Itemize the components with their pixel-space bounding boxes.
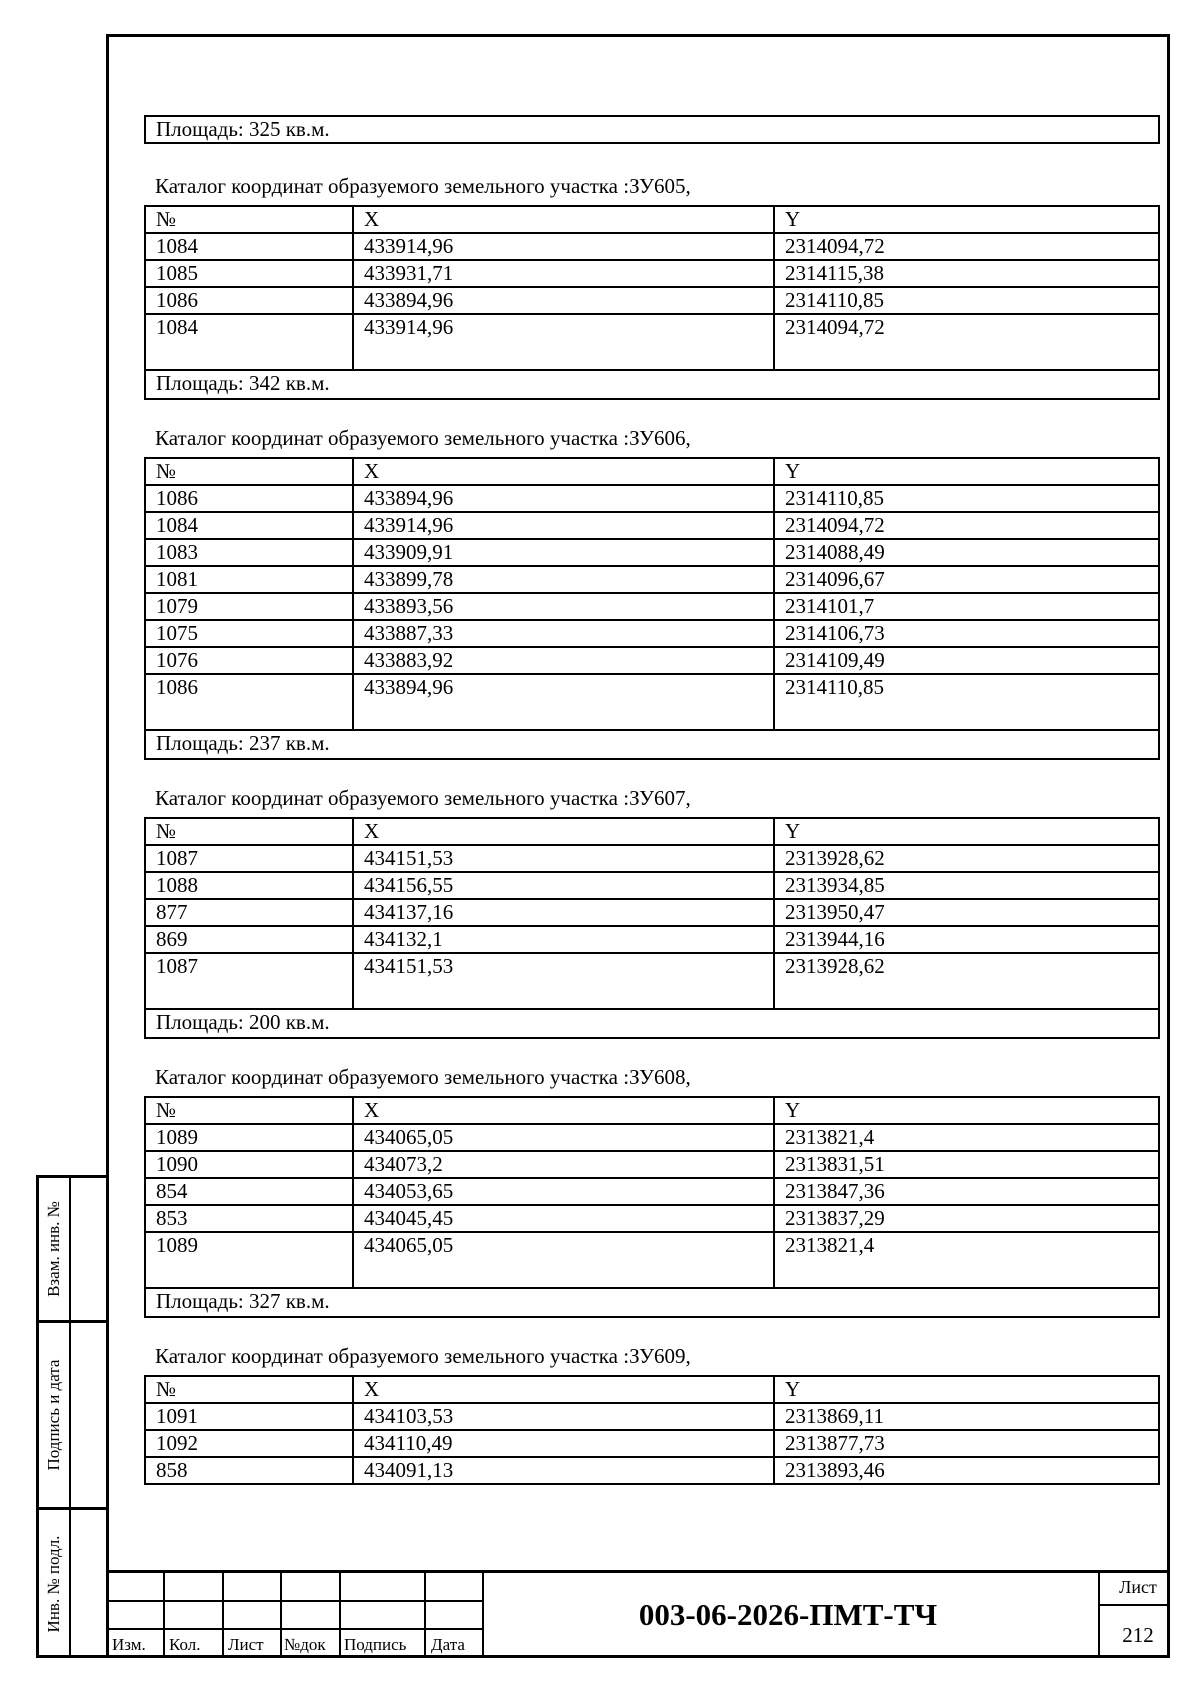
point-number-cell: 1088 xyxy=(145,872,353,899)
table-header-row xyxy=(145,1097,1159,1124)
point-number-cell: 869 xyxy=(145,926,353,953)
x-coordinate-cell: 433909,91 xyxy=(353,539,774,566)
x-coordinate-cell: 433914,96 xyxy=(353,233,774,260)
area-cell: Площадь: 342 кв.м. xyxy=(145,370,1159,399)
column-header: № xyxy=(145,458,353,485)
x-coordinate-cell: 434151,53 xyxy=(353,953,774,1009)
col-ndok: №док xyxy=(284,1635,326,1654)
parcel-caption: Каталог координат образуемого земельного участка :ЗУ609, xyxy=(155,1344,691,1368)
area-cell: Площадь: 200 кв.м. xyxy=(145,1009,1159,1038)
table-row xyxy=(145,953,1159,1009)
column-header: Y xyxy=(774,1376,1159,1403)
table-header-row xyxy=(145,206,1159,233)
point-number-cell: 1092 xyxy=(145,1430,353,1457)
table-row xyxy=(145,314,1159,370)
y-coordinate-cell: 2313893,46 xyxy=(774,1457,1159,1484)
x-coordinate-cell: 434065,05 xyxy=(353,1124,774,1151)
table-row xyxy=(145,674,1159,730)
x-coordinate-cell: 434045,45 xyxy=(353,1205,774,1232)
point-number-cell: 1087 xyxy=(145,845,353,872)
point-number-cell: 1081 xyxy=(145,566,353,593)
y-coordinate-cell: 2313928,62 xyxy=(774,845,1159,872)
document-code: 003-06-2026-ПМТ-ТЧ xyxy=(638,1597,938,1632)
table-header-row xyxy=(145,1376,1159,1403)
x-coordinate-cell: 434132,1 xyxy=(353,926,774,953)
point-number-cell: 1075 xyxy=(145,620,353,647)
column-header: X xyxy=(353,206,774,233)
point-number-cell: 1089 xyxy=(145,1124,353,1151)
y-coordinate-cell: 2314096,67 xyxy=(774,566,1159,593)
column-header: № xyxy=(145,1376,353,1403)
table-row xyxy=(145,872,1159,899)
table-row xyxy=(145,1151,1159,1178)
column-header: X xyxy=(353,1097,774,1124)
point-number-cell: 877 xyxy=(145,899,353,926)
table-row xyxy=(145,512,1159,539)
point-number-cell: 853 xyxy=(145,1205,353,1232)
table-row xyxy=(145,1124,1159,1151)
y-coordinate-cell: 2314110,85 xyxy=(774,287,1159,314)
x-coordinate-cell: 433894,96 xyxy=(353,674,774,730)
area-row xyxy=(145,730,1159,759)
x-coordinate-cell: 434151,53 xyxy=(353,845,774,872)
y-coordinate-cell: 2314094,72 xyxy=(774,233,1159,260)
table-header-row xyxy=(145,458,1159,485)
x-coordinate-cell: 433931,71 xyxy=(353,260,774,287)
y-coordinate-cell: 2313847,36 xyxy=(774,1178,1159,1205)
point-number-cell: 1090 xyxy=(145,1151,353,1178)
column-header: Y xyxy=(774,458,1159,485)
point-number-cell: 1086 xyxy=(145,485,353,512)
coordinate-table xyxy=(144,457,1160,760)
parcel-caption: Каталог координат образуемого земельного участка :ЗУ605, xyxy=(155,174,691,198)
y-coordinate-cell: 2314109,49 xyxy=(774,647,1159,674)
sheet-number: 212 xyxy=(1122,1623,1154,1647)
sheet-label: Лист xyxy=(1119,1577,1157,1597)
point-number-cell: 1085 xyxy=(145,260,353,287)
y-coordinate-cell: 2313837,29 xyxy=(774,1205,1159,1232)
parcel-caption: Каталог координат образуемого земельного участка :ЗУ607, xyxy=(155,786,691,810)
side-stamp xyxy=(36,1175,106,1658)
table-row xyxy=(145,1232,1159,1288)
column-header: X xyxy=(353,818,774,845)
table-row xyxy=(145,1403,1159,1430)
point-number-cell: 1084 xyxy=(145,512,353,539)
area-cell: Площадь: 327 кв.м. xyxy=(145,1288,1159,1317)
stamp-podpis-data-label: Подпись и дата xyxy=(44,1359,63,1471)
col-podpis: Подпись xyxy=(344,1635,407,1654)
x-coordinate-cell: 433894,96 xyxy=(353,485,774,512)
x-coordinate-cell: 434065,05 xyxy=(353,1232,774,1288)
table-row xyxy=(145,899,1159,926)
area-row xyxy=(145,1288,1159,1317)
y-coordinate-cell: 2313831,51 xyxy=(774,1151,1159,1178)
table-row xyxy=(145,1205,1159,1232)
point-number-cell: 1089 xyxy=(145,1232,353,1288)
column-header: Y xyxy=(774,818,1159,845)
table-row xyxy=(145,620,1159,647)
y-coordinate-cell: 2314088,49 xyxy=(774,539,1159,566)
x-coordinate-cell: 434110,49 xyxy=(353,1430,774,1457)
table-header-row xyxy=(145,818,1159,845)
y-coordinate-cell: 2313950,47 xyxy=(774,899,1159,926)
area-row xyxy=(145,370,1159,399)
table-row xyxy=(145,1457,1159,1484)
stamp-inv-podl xyxy=(39,1510,106,1658)
x-coordinate-cell: 434073,2 xyxy=(353,1151,774,1178)
y-coordinate-cell: 2314115,38 xyxy=(774,260,1159,287)
point-number-cell: 1086 xyxy=(145,674,353,730)
col-data: Дата xyxy=(431,1635,465,1654)
x-coordinate-cell: 433893,56 xyxy=(353,593,774,620)
table-row xyxy=(145,593,1159,620)
col-list: Лист xyxy=(228,1635,264,1654)
coordinate-table xyxy=(144,205,1160,400)
x-coordinate-cell: 433899,78 xyxy=(353,566,774,593)
y-coordinate-cell: 2313821,4 xyxy=(774,1232,1159,1288)
table-row xyxy=(145,845,1159,872)
column-header: № xyxy=(145,1097,353,1124)
x-coordinate-cell: 433887,33 xyxy=(353,620,774,647)
column-header: X xyxy=(353,458,774,485)
stamp-vzam-inv xyxy=(39,1178,106,1320)
table-row xyxy=(145,539,1159,566)
x-coordinate-cell: 434156,55 xyxy=(353,872,774,899)
x-coordinate-cell: 433894,96 xyxy=(353,287,774,314)
column-header: Y xyxy=(774,206,1159,233)
point-number-cell: 858 xyxy=(145,1457,353,1484)
y-coordinate-cell: 2314106,73 xyxy=(774,620,1159,647)
coordinate-table xyxy=(144,1096,1160,1318)
x-coordinate-cell: 433914,96 xyxy=(353,314,774,370)
y-coordinate-cell: 2313928,62 xyxy=(774,953,1159,1009)
table-row xyxy=(145,566,1159,593)
column-header: X xyxy=(353,1376,774,1403)
parcel-caption: Каталог координат образуемого земельного участка :ЗУ606, xyxy=(155,426,691,450)
y-coordinate-cell: 2313869,11 xyxy=(774,1403,1159,1430)
point-number-cell: 1084 xyxy=(145,314,353,370)
table-row xyxy=(145,260,1159,287)
x-coordinate-cell: 434091,13 xyxy=(353,1457,774,1484)
table-row xyxy=(145,926,1159,953)
col-izm: Изм. xyxy=(112,1635,146,1654)
table-row xyxy=(145,287,1159,314)
column-header: Y xyxy=(774,1097,1159,1124)
point-number-cell: 1086 xyxy=(145,287,353,314)
x-coordinate-cell: 433883,92 xyxy=(353,647,774,674)
point-number-cell: 1083 xyxy=(145,539,353,566)
table-row xyxy=(145,1430,1159,1457)
stamp-podpis-data xyxy=(39,1323,106,1507)
previous-parcel-area: Площадь: 325 кв.м. xyxy=(144,115,1160,144)
y-coordinate-cell: 2313821,4 xyxy=(774,1124,1159,1151)
point-number-cell: 854 xyxy=(145,1178,353,1205)
point-number-cell: 1091 xyxy=(145,1403,353,1430)
x-coordinate-cell: 434103,53 xyxy=(353,1403,774,1430)
point-number-cell: 1079 xyxy=(145,593,353,620)
y-coordinate-cell: 2313934,85 xyxy=(774,872,1159,899)
table-row xyxy=(145,485,1159,512)
table-row xyxy=(145,233,1159,260)
y-coordinate-cell: 2313944,16 xyxy=(774,926,1159,953)
coordinate-table xyxy=(144,817,1160,1039)
area-row xyxy=(145,1009,1159,1038)
y-coordinate-cell: 2314110,85 xyxy=(774,485,1159,512)
stamp-vzam-inv-label: Взам. инв. № xyxy=(44,1201,63,1297)
area-cell: Площадь: 237 кв.м. xyxy=(145,730,1159,759)
x-coordinate-cell: 434053,65 xyxy=(353,1178,774,1205)
coordinate-table xyxy=(144,1375,1160,1485)
title-block xyxy=(106,1570,1170,1658)
column-header: № xyxy=(145,818,353,845)
table-row xyxy=(145,647,1159,674)
y-coordinate-cell: 2314110,85 xyxy=(774,674,1159,730)
x-coordinate-cell: 433914,96 xyxy=(353,512,774,539)
parcel-caption: Каталог координат образуемого земельного участка :ЗУ608, xyxy=(155,1065,691,1089)
x-coordinate-cell: 434137,16 xyxy=(353,899,774,926)
y-coordinate-cell: 2313877,73 xyxy=(774,1430,1159,1457)
stamp-inv-podl-label: Инв. № подл. xyxy=(44,1535,63,1633)
table-row xyxy=(145,1178,1159,1205)
y-coordinate-cell: 2314094,72 xyxy=(774,314,1159,370)
y-coordinate-cell: 2314101,7 xyxy=(774,593,1159,620)
point-number-cell: 1076 xyxy=(145,647,353,674)
y-coordinate-cell: 2314094,72 xyxy=(774,512,1159,539)
col-kol: Кол. xyxy=(169,1635,201,1654)
point-number-cell: 1087 xyxy=(145,953,353,1009)
point-number-cell: 1084 xyxy=(145,233,353,260)
column-header: № xyxy=(145,206,353,233)
